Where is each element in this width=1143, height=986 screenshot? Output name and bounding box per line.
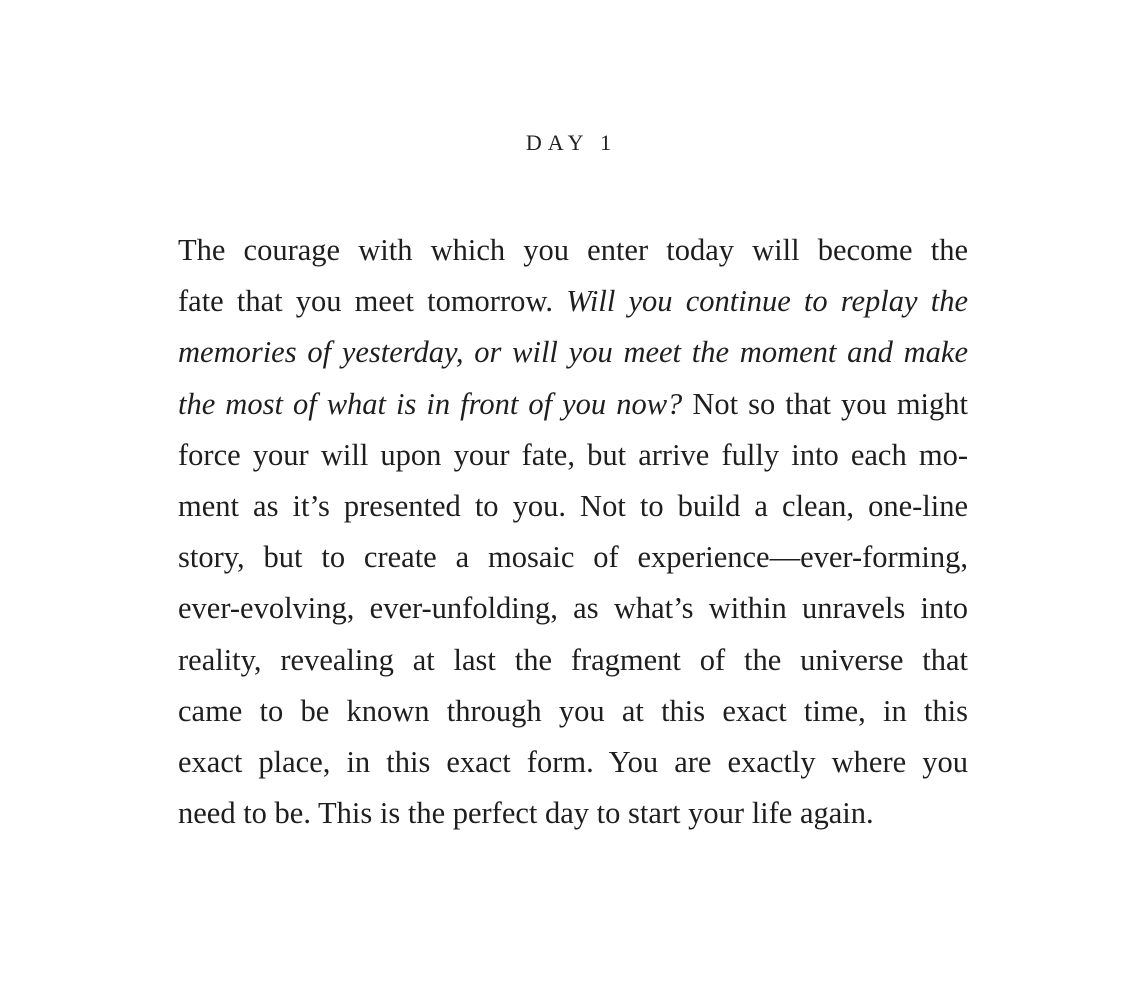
text-segment: reality, revealing at last the fragment of the universe that (178, 642, 968, 677)
text-line (178, 430, 968, 481)
italic-text-segment: the most of what is in front of you now? (178, 386, 683, 421)
italic-text-segment: memories of yesterday, or will you meet the moment and make (178, 335, 968, 370)
text-line (178, 788, 968, 839)
text-line (178, 379, 968, 430)
text-segment: ment as it’s presented to you. Not to build a clean, one-line (178, 488, 968, 523)
text-segment: exact place, in this exact form. You are exactly where you (178, 744, 968, 779)
text-line (178, 225, 968, 276)
text-segment: story, but to create a mosaic of experience—ever-forming, (178, 540, 968, 575)
text-line (178, 327, 968, 378)
text-segment: need to be. This is the perfect day to start your life again. (178, 796, 874, 831)
text-segment: The courage with which you enter today will become the (178, 233, 968, 267)
text-line (178, 276, 968, 327)
page-heading: DAY 1 (525, 130, 618, 155)
italic-text-segment: Will you continue to replay the (566, 284, 968, 319)
text-segment: ever-evolving, ever-unfolding, as what’s within unravels into (178, 591, 968, 626)
text-line (178, 532, 968, 583)
text-line (178, 635, 968, 686)
text-line (178, 737, 968, 788)
text-line (178, 686, 968, 737)
text-segment: fate that you meet tomorrow. (178, 284, 567, 319)
text-segment: Not so that you might (682, 386, 968, 421)
text-segment: came to be known through you at this exact time, in this (178, 693, 968, 728)
text-line (178, 583, 968, 634)
text-segment: force your will upon your fate, but arrive fully into each mo- (178, 437, 968, 472)
body-paragraph (178, 225, 968, 839)
text-line (178, 481, 968, 532)
